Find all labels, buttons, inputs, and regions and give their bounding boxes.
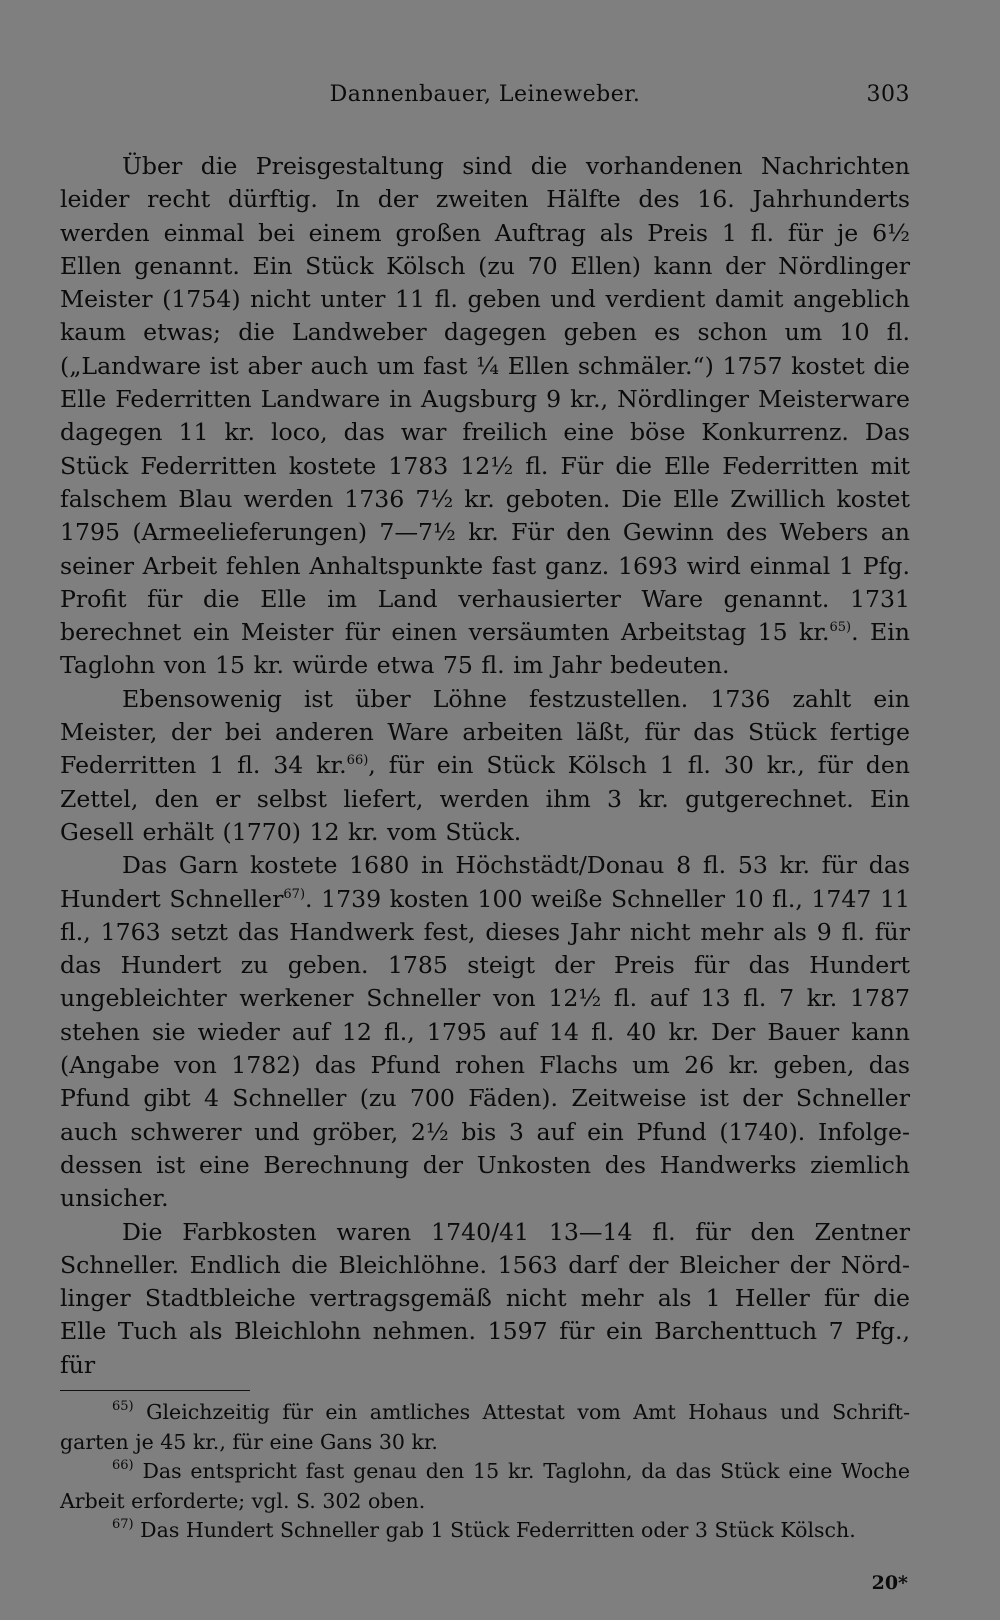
main-text (60, 150, 910, 1382)
paragraph: Ebensowenig ist über Löhne festzustellen. 1736 zahlt ein Meister, der bei anderen Ware arbeiten läßt, für das Stück fertige Federritten 1 fl. 34 kr.$^{66)}$, für ein Stück Kölsch 1 fl. 30 kr., für den Zettel, den er selbst liefert, werden ihm 3 kr. gutgerechnet. Ein Gesell erhält (1770) 12 kr. vom Stück. (60, 684, 910, 846)
footnote-ref[interactable]: 67) (283, 886, 306, 902)
footnote-ref[interactable]: 65) (829, 620, 852, 636)
running-title: Dannenbauer, Leineweber. (329, 82, 641, 107)
page-number: 303 (866, 82, 910, 107)
footnote-ref[interactable]: 66) (346, 753, 369, 769)
footnote: $^{65)}$ Gleichzeitig für ein amtliches Attestat vom Amt Hohaus und Schriftgarten je 45 kr., für eine Gans 30 kr. (60, 1399, 910, 1454)
paragraph: Das Garn kostete 1680 in Höchstädt/Donau 8 fl. 53 kr. für das Hundert Schneller$^{67)}$. 1739 kosten 100 weiße Schneller 10 fl., 1747 11 fl., 1763 setzt das Handwerk fest, dieses Jahr nicht mehr als 9 fl. für das Hundert zu geben. 1785 steigt der Preis für das Hundert ungebleichter werkener Schneller von 12½ fl. auf 13 fl. 7 kr. 1787 stehen sie wieder auf 12 fl., 1795 auf 14 fl. 40 kr. Der Bauer kann (Angabe von 1782) das Pfund rohen Flachs um 26 kr. geben, das Pfund gibt 4 Schneller (zu 700 Fäden). Zeitweise ist der Schneller auch schwerer und gröber, 2½ bis 3 auf ein Pfund (1740). Infolgedessen ist eine Berechnung der Unkosten des Handwerks ziemlich unsicher. (60, 851, 911, 1213)
footnote: $^{66)}$ Das entspricht fast genau den 15 kr. Taglohn, da das Stück eine Woche Arbeit erforderte; vgl. S. 302 oben. (60, 1458, 910, 1513)
footnote: $^{67)}$ Das Hundert Schneller gab 1 Stück Federritten oder 3 Stück Kölsch. (112, 1517, 856, 1542)
footnote-mark: 65) (112, 1399, 134, 1414)
footnote-divider (60, 1390, 250, 1391)
printer-signature: 20* (871, 1572, 908, 1594)
footnotes (60, 1398, 910, 1546)
footnote-mark: 67) (112, 1517, 134, 1532)
footnote-mark: 66) (112, 1458, 134, 1473)
paragraph: Die Farbkosten waren 1740/41 13—14 fl. für den Zentner Schneller. Endlich die Bleichlöhne. 1563 darf der Bleicher der Nördlinger Stadtbleiche vertragsgemäß nicht mehr als 1 Heller für die Elle Tuch als Bleichlohn nehmen. 1597 für ein Barchenttuch 7 Pfg., für (60, 1217, 910, 1379)
paragraph: Über die Preisgestaltung sind die vorhandenen Nachrichten leider recht dürftig. In der zweiten Hälfte des 16. Jahrhunderts werden einmal bei einem großen Auftrag als Preis 1 fl. für je 6½ Ellen genannt. Ein Stück Kölsch (zu 70 Ellen) kann der Nördlinger Meister (1754) nicht unter 11 fl. geben und verdient damit angeblich kaum etwas; die Landweber dagegen geben es schon um 10 fl. („Landware ist aber auch um fast ¼ Ellen schmäler.“) 1757 kostet die Elle Federritten Landware in Augsburg 9 kr., Nördlinger Meisterware dagegen 11 kr. loco, das war freilich eine böse Konkurrenz. Das Stück Federritten kostete 1783 12½ fl. Für die Elle Federritten mit falschem Blau werden 1736 7½ kr. geboten. Die Elle Zwillich kostet 1795 (Armeelieferungen) 7—7½ kr. Für den Gewinn des Webers an seiner Arbeit fehlen Anhaltspunkte fast ganz. 1693 wird einmal 1 Pfg. Profit für die Elle im Land verhausierter Ware genannt. 1731 berechnet ein Meister für einen versäumten Arbeitstag 15 kr.$^{65)}$. Ein Taglohn von 15 kr. würde etwa 75 fl. im Jahr bedeuten. (60, 152, 910, 680)
page-header (60, 82, 910, 118)
